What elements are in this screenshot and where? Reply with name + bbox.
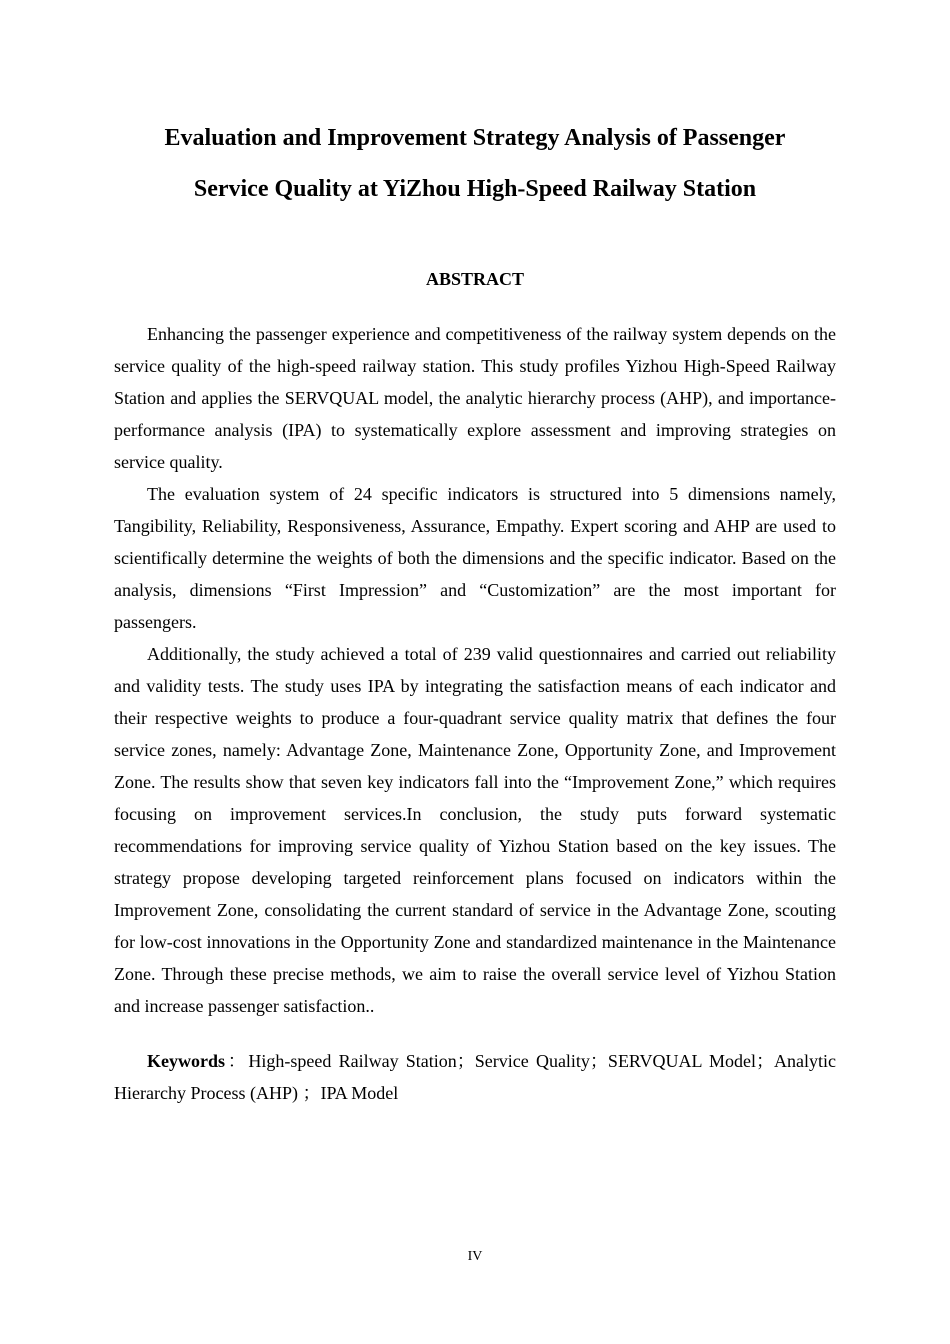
- abstract-heading: ABSTRACT: [425, 269, 525, 289]
- abstract-paragraph-3: Additionally, the study achieved a total of 239 valid questionnaires and carried out reliability and validity tests. The study uses IPA by integrating the satisfaction means of each indicator and their respective weights to produce a four-quadrant service quality matrix that defines the four service zones, namely: Advantage Zone, Maintenance Zone, Opportunity Zone, and Improvement Zone. The results show that seven key indicators fall into the “Improvement Zone,” which requires focusing on improvement services.In conclusion, the study puts forward systematic recommendations for improving service quality of Yizhou Station based on the key issues. The strategy propose developing targeted reinforcement plans focused on indicators within the Improvement Zone, consolidating the current standard of service in the Advantage Zone, scouting for low-cost innovations in the Opportunity Zone and standardized maintenance in the Maintenance Zone. Through these precise methods, we aim to raise the overall service level of Yizhou Station and increase passenger satisfaction..: [114, 644, 836, 1016]
- keywords-text: High-speed Railway Station；Service Quality；SERVQUAL Model；Analytic Hierarchy Process (AHP) ；IPA Model: [114, 1051, 836, 1103]
- page-number: IV: [467, 1249, 483, 1264]
- document-title: [100, 113, 850, 215]
- abstract-paragraph-1: Enhancing the passenger experience and competitiveness of the railway system depends on the service quality of the high-speed railway station. This study profiles Yizhou High-Speed Railway Station and applies the SERVQUAL model, the analytic hierarchy process (AHP), and importance-performance analysis (IPA) to systematically explore assessment and improving strategies on service quality.: [114, 324, 836, 472]
- keywords-label: Keywords: [147, 1051, 225, 1071]
- keywords: [114, 1045, 836, 1109]
- abstract-paragraph-2: The evaluation system of 24 specific indicators is structured into 5 dimensions namely, Tangibility, Reliability, Responsiveness, Assurance, Empathy. Expert scoring and AHP are used to scientifically determine the weights of both the dimensions and the specific indicator. Based on the analysis, dimensions “First Impression” and “Customization” are the most important for passengers.: [114, 484, 836, 632]
- abstract-body: [114, 318, 836, 1022]
- title-line-2: Service Quality at YiZhou High-Speed Railway Station: [193, 176, 757, 202]
- title-line-1: Evaluation and Improvement Strategy Analysis of Passenger: [164, 125, 786, 151]
- keywords-separator: ：: [225, 1051, 249, 1071]
